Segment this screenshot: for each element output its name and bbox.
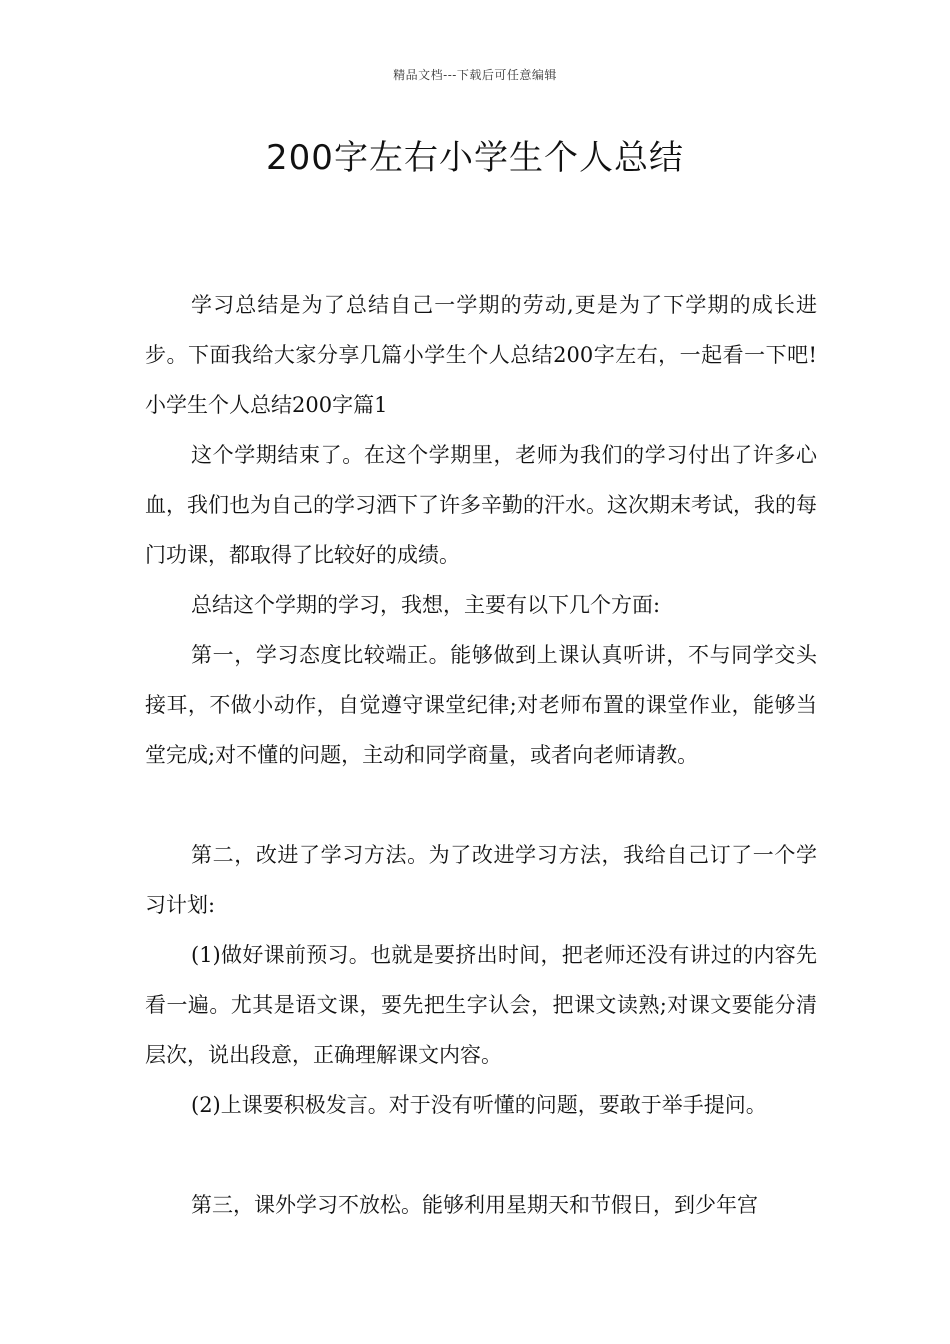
paragraph-preview: (1)做好课前预习。也就是要挤出时间，把老师还没有讲过的内容先看一遍。尤其是语文课，要先把生字认会，把课文读熟;对课文要能分清层次，说出段意，正确理解课文内容。 [145,943,817,1067]
paragraph-gap [145,780,817,830]
paragraph-summary-aspects: 总结这个学期的学习，我想，主要有以下几个方面: [191,593,661,617]
paragraph-intro: 学习总结是为了总结自己一学期的劳动,更是为了下学期的成长进步。下面我给大家分享几篇小学生个人总结200字左右，一起看一下吧!小学生个人总结200字篇1 [145,293,817,417]
paragraph-semester-end: 这个学期结束了。在这个学期里，老师为我们的学习付出了许多心血，我们也为自己的学习洒下了许多辛勤的汗水。这次期末考试，我的每门功课，都取得了比较好的成绩。 [145,443,817,567]
paragraph-gap [145,1130,817,1180]
page-title: 200字左右小学生个人总结 [266,138,684,178]
paragraph-second-point: 第二，改进了学习方法。为了改进学习方法，我给自己订了一个学习计划: [145,843,817,917]
document-body [145,280,817,1230]
header-note: 精品文档---下载后可任意编辑 [393,68,557,82]
paragraph-first-point: 第一，学习态度比较端正。能够做到上课认真听讲，不与同学交头接耳，不做小动作，自觉遵守课堂纪律;对老师布置的课堂作业，能够当堂完成;对不懂的问题，主动和同学商量，或者向老师请教。 [145,643,817,767]
paragraph-third-point: 第三，课外学习不放松。能够利用星期天和节假日，到少年宫 [191,1193,758,1217]
paragraph-speak-up: (2)上课要积极发言。对于没有听懂的问题，要敢于举手提问。 [191,1093,767,1117]
